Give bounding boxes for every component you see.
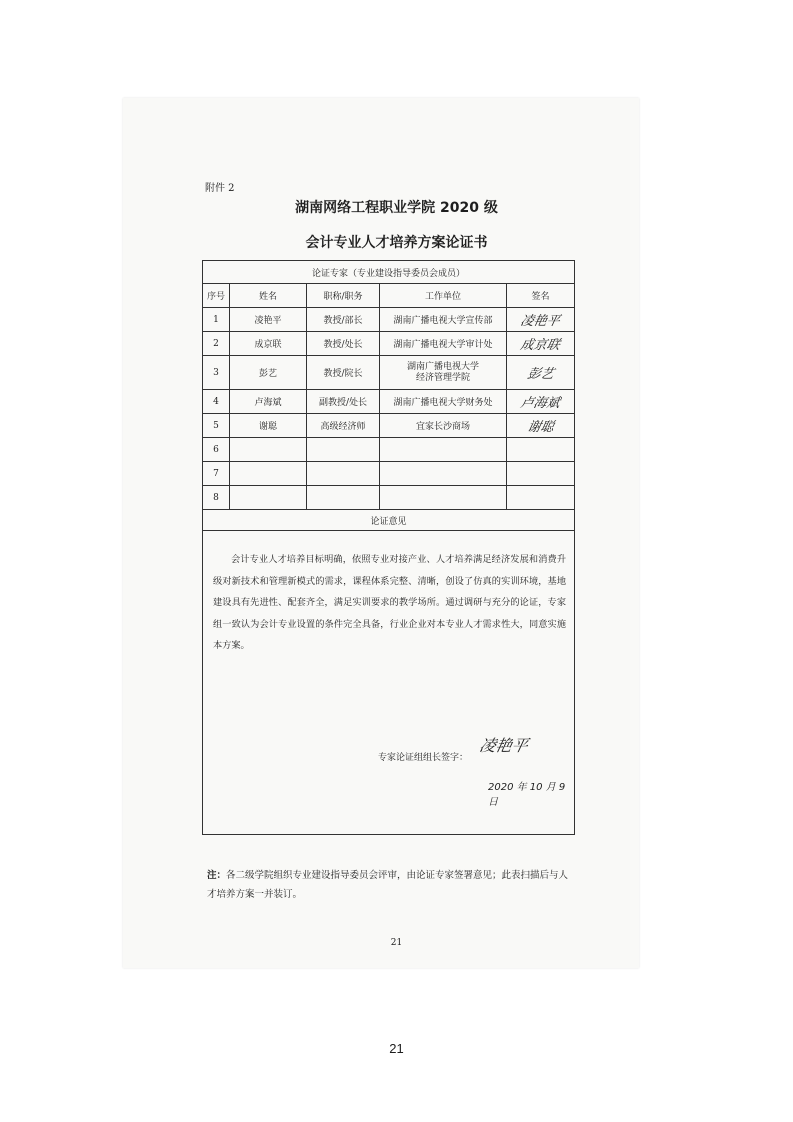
cell-name: 成京联	[230, 332, 307, 356]
handwritten-signature: 谢聪	[525, 420, 555, 435]
cell-unit: 宜家长沙商场	[380, 414, 507, 438]
experts-header: 论证专家（专业建设指导委员会成员）	[203, 261, 575, 284]
cell-sign	[507, 332, 575, 356]
inner-page-number: 21	[390, 938, 403, 948]
cell-name: 卢海斌	[230, 390, 307, 414]
cell-unit: 湖南广播电视大学 经济管理学院	[380, 356, 507, 390]
note-label: 注：	[207, 870, 227, 881]
cell-no: 3	[203, 356, 230, 390]
opinion-header: 论证意见	[203, 510, 575, 531]
col-header-unit: 工作单位	[380, 284, 507, 308]
opinion-text: 会计专业人才培养目标明确，依照专业对接产业、人才培养满足经济发展和消费升级对新技术和管理新模式的需求，课程体系完整、清晰，创设了仿真的实训环境，基地建设具有先进性、配套齐全，满足实训要求的教学场所。通过调研与充分的论证，专家组一致认为会计专业设置的条件完全具备，行业企业对本专业人才需求性大，同意实施本方案。	[213, 554, 567, 651]
cell-name: 凌艳平	[230, 308, 307, 332]
cell-title: 副教授/处长	[307, 390, 380, 414]
col-header-title: 职称/职务	[307, 284, 380, 308]
cell-title	[307, 486, 380, 510]
certification-form	[202, 260, 575, 835]
opinion-cell	[203, 531, 575, 835]
cell-title: 教授/部长	[307, 308, 380, 332]
cell-no: 8	[203, 486, 230, 510]
handwritten-signature: 凌艳平	[477, 736, 530, 755]
cell-title: 教授/处长	[307, 332, 380, 356]
cell-sign	[507, 356, 575, 390]
title-line-1: 湖南网络工程职业学院 2020 级	[295, 200, 498, 216]
title-line-2: 会计专业人才培养方案论证书	[305, 235, 488, 251]
leader-signature	[477, 733, 530, 756]
cell-unit: 湖南广播电视大学宣传部	[380, 308, 507, 332]
handwritten-signature: 凌艳平	[518, 314, 562, 329]
cell-title	[307, 462, 380, 486]
table-row	[203, 462, 575, 486]
table-row	[203, 332, 575, 356]
note-text: 各二级学院组织专业建设指导委员会评审，由论证专家签署意见；此表扫描后与人才培养方案一并装订。	[207, 870, 569, 900]
cell-sign	[507, 414, 575, 438]
table-row	[203, 390, 575, 414]
cell-unit	[380, 462, 507, 486]
handwritten-signature: 成京联	[518, 338, 562, 353]
col-header-sign: 签名	[507, 284, 575, 308]
annex-label: 附件 2	[205, 183, 235, 194]
handwritten-signature: 卢海斌	[518, 396, 562, 411]
cell-sign	[507, 390, 575, 414]
cell-sign	[507, 308, 575, 332]
cell-unit	[380, 438, 507, 462]
col-header-no: 序号	[203, 284, 230, 308]
cell-no: 5	[203, 414, 230, 438]
cell-unit: 湖南广播电视大学审计处	[380, 332, 507, 356]
col-header-name: 姓名	[230, 284, 307, 308]
table-row	[203, 486, 575, 510]
cell-sign	[507, 462, 575, 486]
cell-name	[230, 486, 307, 510]
footnote	[207, 866, 577, 904]
table-row	[203, 308, 575, 332]
cell-name	[230, 462, 307, 486]
sign-date: 2020 年 10 月 9 日	[488, 782, 566, 808]
cell-no: 7	[203, 462, 230, 486]
table-row	[203, 438, 575, 462]
cell-sign	[507, 438, 575, 462]
cell-no: 6	[203, 438, 230, 462]
table-row	[203, 414, 575, 438]
cell-unit	[380, 486, 507, 510]
handwritten-signature: 彭艺	[525, 367, 555, 382]
cell-name	[230, 438, 307, 462]
cell-title: 教授/院长	[307, 356, 380, 390]
cell-sign	[507, 486, 575, 510]
table-row	[203, 356, 575, 390]
cell-title	[307, 438, 380, 462]
page-number: 21	[389, 1041, 404, 1056]
leader-signature-label: 专家论证组组长签字：	[378, 753, 469, 763]
cell-name: 谢聪	[230, 414, 307, 438]
cell-no: 2	[203, 332, 230, 356]
cell-no: 4	[203, 390, 230, 414]
cell-title: 高级经济师	[307, 414, 380, 438]
cell-no: 1	[203, 308, 230, 332]
cell-unit: 湖南广播电视大学财务处	[380, 390, 507, 414]
cell-name: 彭艺	[230, 356, 307, 390]
